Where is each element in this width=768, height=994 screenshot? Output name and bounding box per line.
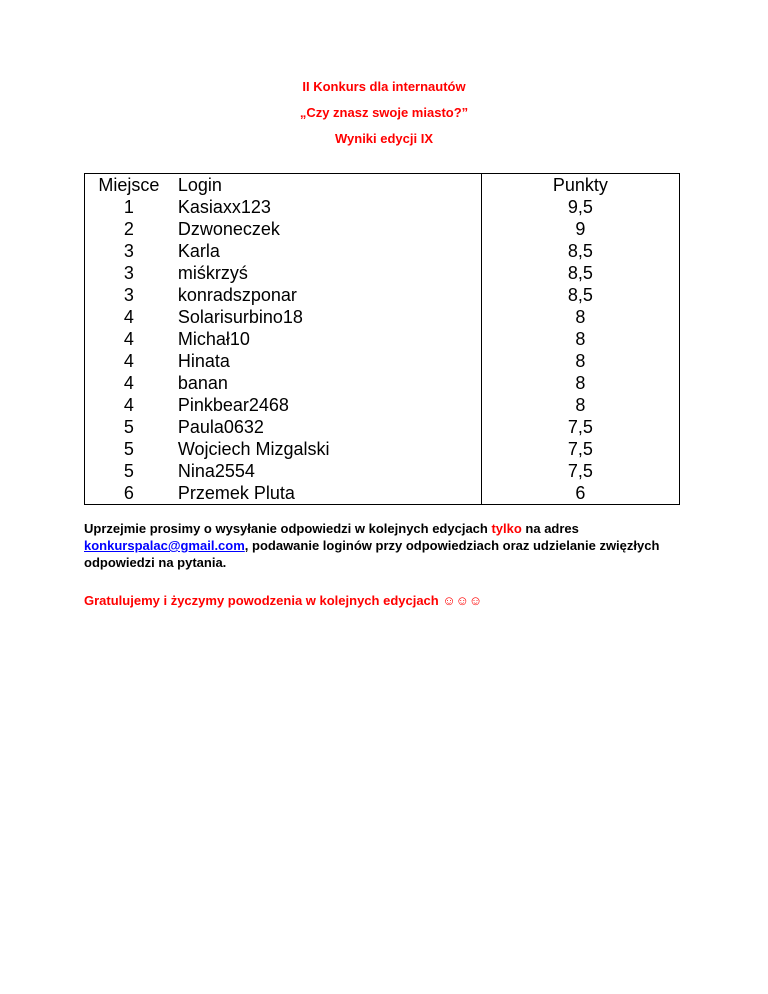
cell-punkty: 6 [481, 482, 679, 505]
notice-text-1: Uprzejmie prosimy o wysyłanie odpowiedzi w kolejnych edycjach [84, 521, 492, 536]
cell-miejsce: 4 [85, 306, 173, 328]
table-row [85, 328, 680, 350]
cell-miejsce: 6 [85, 482, 173, 505]
cell-miejsce: 4 [85, 372, 173, 394]
cell-login: Dzwoneczek [177, 218, 280, 239]
table-row [85, 196, 680, 218]
cell-login: Paula0632 [177, 416, 264, 437]
email-link[interactable]: konkurspalac@gmail.com [84, 538, 245, 553]
cell-login: Solarisurbino18 [177, 306, 303, 327]
table-row [85, 438, 680, 460]
table-row [85, 482, 680, 505]
cell-punkty: 9 [481, 218, 679, 240]
cell-miejsce: 5 [85, 438, 173, 460]
header-punkty: Punkty [481, 174, 679, 197]
cell-punkty: 8 [481, 306, 679, 328]
cell-punkty: 7,5 [481, 416, 679, 438]
table-row [85, 240, 680, 262]
table-header-row [85, 174, 680, 197]
cell-miejsce: 2 [85, 218, 173, 240]
cell-login: Nina2554 [177, 460, 255, 481]
cell-punkty: 7,5 [481, 438, 679, 460]
table-row [85, 372, 680, 394]
table-row [85, 218, 680, 240]
cell-login: Przemek Pluta [173, 482, 481, 505]
table-row [85, 262, 680, 284]
notice-text-2: na adres [521, 521, 579, 536]
cell-miejsce: 3 [85, 240, 173, 262]
cell-miejsce: 3 [85, 262, 173, 284]
cell-miejsce: 1 [85, 196, 173, 218]
cell-punkty: 8,5 [481, 262, 679, 284]
cell-login: konradszponar [177, 284, 297, 305]
table-row [85, 460, 680, 482]
cell-miejsce: 4 [85, 394, 173, 416]
notice-highlight: tylko [491, 521, 522, 536]
results-table [84, 173, 680, 505]
cell-punkty: 9,5 [481, 196, 679, 218]
cell-login: Hinata [177, 350, 230, 371]
table-row [85, 350, 680, 372]
table-row [85, 394, 680, 416]
table-row [85, 416, 680, 438]
cell-miejsce: 5 [85, 416, 173, 438]
cell-login: Michał10 [177, 328, 250, 349]
header-login: Login [173, 174, 481, 197]
cell-miejsce: 4 [85, 350, 173, 372]
cell-login: miśkrzyś [177, 262, 248, 283]
cell-punkty: 8,5 [481, 240, 679, 262]
cell-punkty: 8 [481, 394, 679, 416]
cell-punkty: 8,5 [481, 284, 679, 306]
cell-miejsce: 3 [85, 284, 173, 306]
cell-punkty: 8 [481, 372, 679, 394]
header-miejsce: Miejsce [85, 174, 173, 197]
cell-login: banan [177, 372, 228, 393]
congratulations-text: Gratulujemy i życzymy powodzenia w kolejnych edycjach ☺☺☺ [84, 593, 483, 608]
cell-punkty: 7,5 [481, 460, 679, 482]
notice-text-3: , podawanie loginów przy odpowiedziach oraz udzielanie zwięzłych odpowiedzi na pytania. [84, 538, 660, 570]
edition-title: Wyniki edycji IX [334, 131, 434, 146]
cell-miejsce: 5 [85, 460, 173, 482]
contest-subtitle: „Czy znasz swoje miasto?” [299, 105, 469, 120]
cell-login: Karla [177, 240, 220, 261]
cell-punkty: 8 [481, 328, 679, 350]
notice-paragraph [84, 520, 684, 571]
table-row [85, 284, 680, 306]
cell-login: Wojciech Mizgalski [177, 438, 330, 459]
cell-punkty: 8 [481, 350, 679, 372]
contest-title: II Konkurs dla internautów [302, 79, 466, 94]
cell-login: Pinkbear2468 [177, 394, 289, 415]
cell-miejsce: 4 [85, 328, 173, 350]
cell-login: Kasiaxx123 [177, 196, 271, 217]
table-row [85, 306, 680, 328]
